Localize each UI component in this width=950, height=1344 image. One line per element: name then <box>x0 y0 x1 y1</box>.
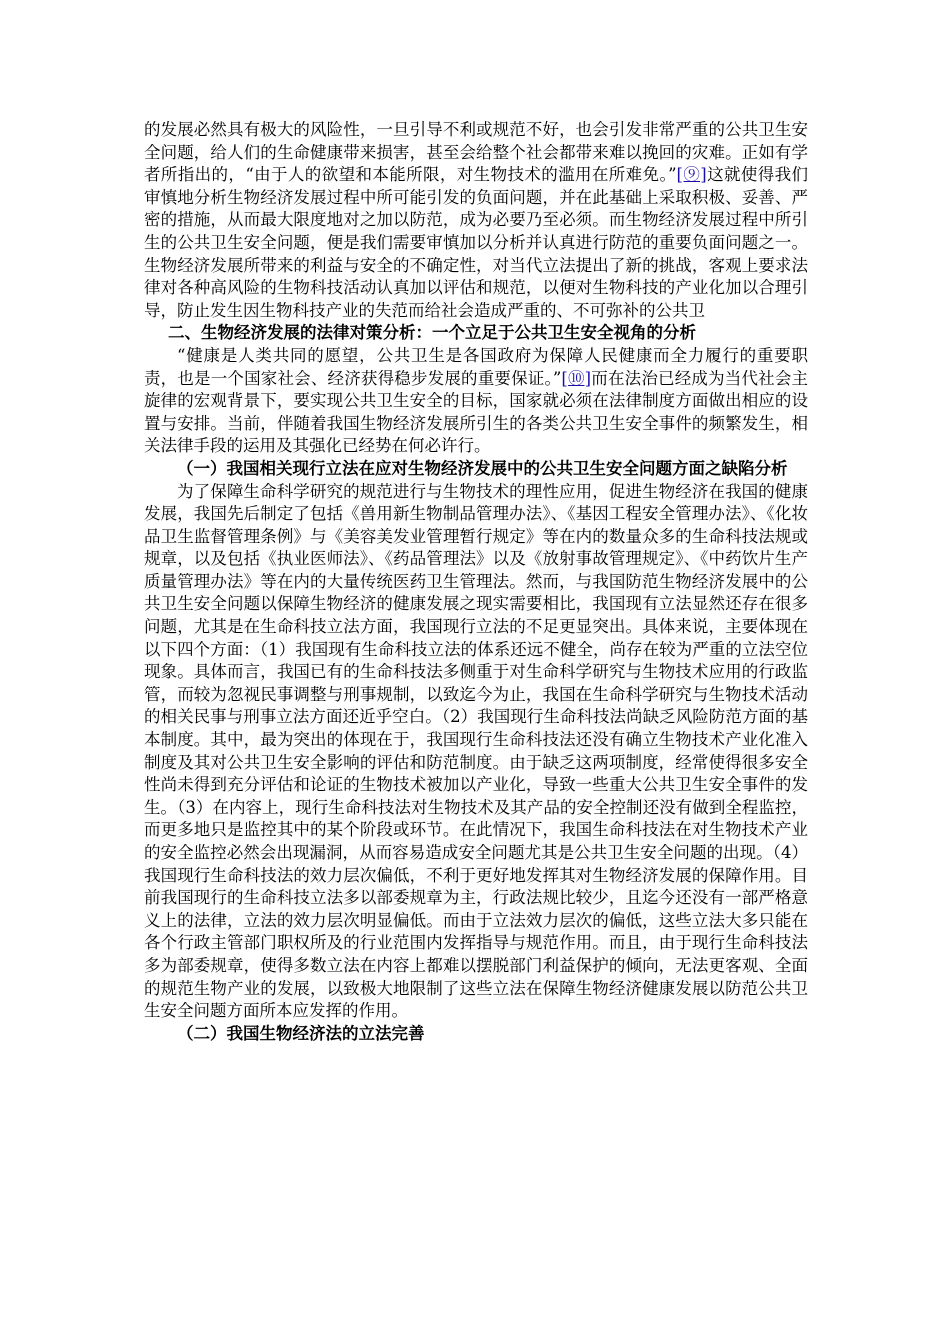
citation-link-9[interactable]: [⑨] <box>676 165 707 185</box>
paragraph-2-text-b: 而在法治已经成为当代社会主旋律的宏观背景下，要实现公共卫生安全的目标，国家就必须在法律制度方面做出相应的设置与安排。当前，伴随着我国生物经济发展所引生的各类公共卫生安全事件的频繁发生，相关法律手段的运用及其强化已经势在何必许行。 <box>144 368 809 456</box>
document-page <box>144 119 808 1045</box>
paragraph-1-text-b: 这就使得我们审慎地分析生物经济发展过程中所可能引发的负面问题，并在此基础上采取积极、妥善、严密的措施，从而最大限度地对之加以防范，成为必要乃至必须。而生物经济发展过程中所引生的公共卫生安全问题，便是我们需要审慎加以分析并认真进行防范的重要负面问题之一。生物经济发展所带来的利益与安全的不确定性，对当代立法提出了新的挑战，客观上要求法律对各种高风险的生物科技活动认真加以评估和规范，以便对生物科技的产业化加以合理引导，防止发生因生物科技产业的失范而给社会造成严重的、不可弥补的公共卫 <box>144 165 809 320</box>
citation-link-10[interactable]: [⑩] <box>561 368 592 388</box>
subsection-heading-2-1: （一）我国相关现行立法在应对生物经济发展中的公共卫生安全问题方面之缺陷分析 <box>177 458 788 478</box>
subsection-heading-2-2: （二）我国生物经济法的立法完善 <box>177 1023 425 1043</box>
paragraph-1 <box>144 119 808 322</box>
paragraph-3: 为了保障生命科学研究的规范进行与生物技术的理性应用，促进生物经济在我国的健康发展，我国先后制定了包括《兽用新生物制品管理办法》、《基因工程安全管理办法》、《化妆品卫生监督管理条例》与《美容美发业管理暂行规定》等在内的数量众多的生命科技法规或规章，以及包括《执业医师法》、《药品管理法》以及《放射事故管理规定》、《中药饮片生产质量管理办法》等在内的大量传统医药卫生管理法。然而，与我国防范生物经济发展中的公共卫生安全问题以保障生物经济的健康发展之现实需要相比，我国现有立法显然还存在很多问题，尤其是在生命科技立法方面，我国现行立法的不足更显突出。具体来说，主要体现在以下四个方面：（1）我国现有生命科技立法的体系还远不健全，尚存在较为严重的立法空位现象。具体而言，我国已有的生命科技法多侧重于对生命科学研究与生物技术应用的行政监管，而较为忽视民事调整与刑事规制，以致迄今为止，我国在生命科学研究与生物技术活动的相关民事与刑事立法方面还近乎空白。（2）我国现行生命科技法尚缺乏风险防范方面的基本制度。其中，最为突出的体现在于，我国现行生命科技法还没有确立生物技术产业化准入制度及其对公共卫生安全影响的评估和防范制度。由于缺乏这两项制度，经常使得很多安全性尚未得到充分评估和论证的生物技术被加以产业化，导致一些重大公共卫生安全事件的发生。（3）在内容上，现行生命科技法对生物技术及其产品的安全控制还没有做到全程监控，而更多地只是监控其中的某个阶段或环节。在此情况下，我国生命科技法在对生物技术产业的安全监控必然会出现漏洞，从而容易造成安全问题尤其是公共卫生安全问题的出现。（4）我国现行生命科技法的效力层次偏低，不利于更好地发挥其对生物经济发展的保障作用。目前我国现行的生命科技立法多以部委规章为主，行政法规比较少，且迄今还没有一部严格意义上的法律，立法的效力层次明显偏低。而由于立法效力层次的偏低，这些立法大多只能在各个行政主管部门职权所及的行业范围内发挥指导与规范作用。而且，由于现行生命科技法多为部委规章，使得多数立法在内容上都难以摆脱部门利益保护的倾向，无法更客观、全面的规范生物产业的发展，以致极大地限制了这些立法在保障生物经济健康发展以防范公共卫生安全问题方面所本应发挥的作用。 <box>144 481 808 1021</box>
paragraph-2-text-a: “健康是人类共同的愿望，公共卫生是各国政府为保障人民健康而全力履行的重要职责，也是一个国家社会、经济获得稳步发展的重要保证。” <box>144 345 808 388</box>
paragraph-2 <box>144 345 808 458</box>
paragraph-1-text-a: 的发展必然具有极大的风险性，一旦引导不利或规范不好，也会引发非常严重的公共卫生安全问题，给人们的生命健康带来损害，甚至会给整个社会都带来难以挽回的灾难。正如有学者所指出的，“由于人的欲望和本能所限，对生物技术的滥用在所难免。” <box>144 120 808 185</box>
section-heading-2: 二、生物经济发展的法律对策分析：一个立足于公共卫生安全视角的分析 <box>168 323 696 343</box>
